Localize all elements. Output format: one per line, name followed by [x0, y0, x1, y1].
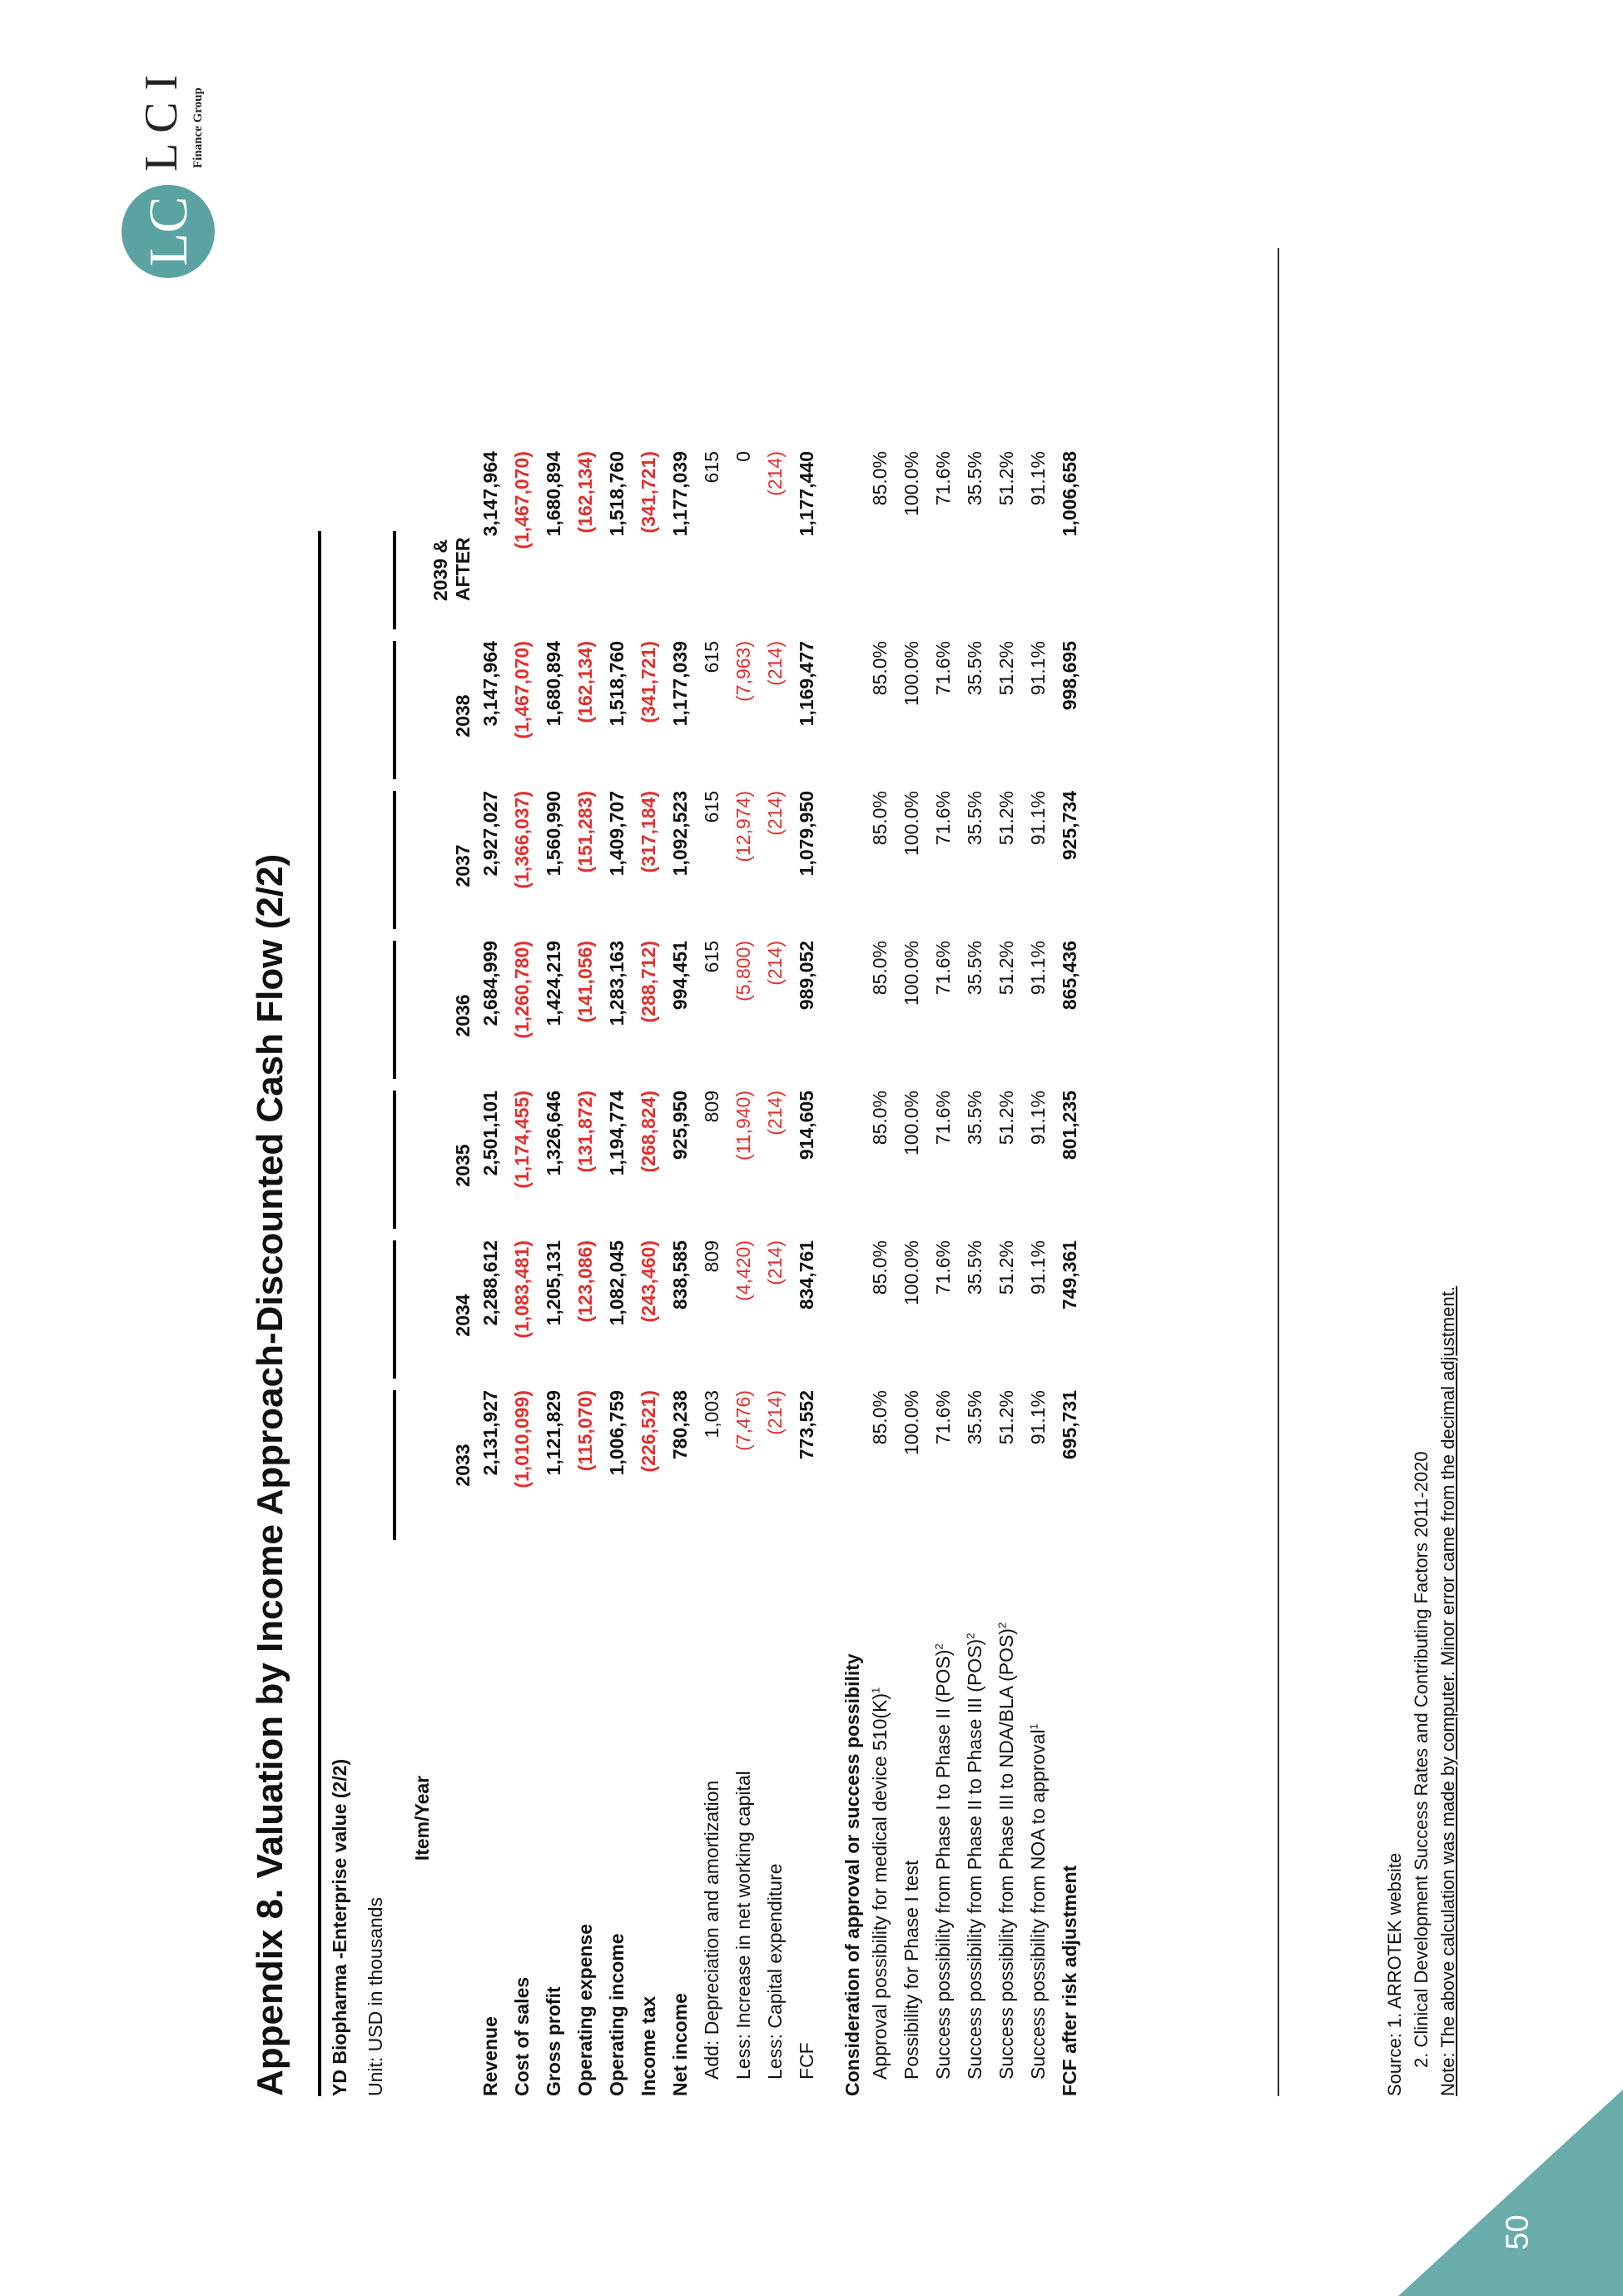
row-value: 1,177,440: [795, 451, 817, 537]
row-value: 615: [700, 451, 722, 484]
row-value: 809: [700, 1240, 722, 1273]
header-year: 2038: [452, 694, 474, 738]
row-value: (162,134): [573, 451, 596, 534]
row-value: 71.6%: [931, 451, 954, 506]
row-value: 925,950: [668, 1091, 691, 1160]
row-label-text: Revenue: [479, 2016, 501, 2096]
row-value: 1,003: [700, 1390, 722, 1439]
header-year: 2035: [452, 1144, 474, 1187]
table-row: [633, 451, 664, 2096]
row-label: [822, 1540, 864, 2096]
row-value: (214): [763, 1091, 786, 1136]
row-value: 71.6%: [931, 791, 954, 846]
row-label-text: Net income: [668, 1993, 691, 2096]
row-label: [633, 1540, 664, 2096]
row-value: 91.1%: [1026, 941, 1049, 996]
footnote-marker: 2: [931, 1643, 945, 1650]
row-value: 695,731: [1058, 1390, 1080, 1460]
row-value: 1,079,950: [795, 791, 817, 877]
header-year: 2034: [452, 1294, 474, 1337]
row-value: 1,680,894: [542, 641, 564, 727]
logo-tagline: Finance Group: [191, 87, 205, 168]
row-label: [538, 1540, 569, 2096]
page-number: 50: [1500, 2214, 1536, 2250]
row-value: 809: [700, 1091, 722, 1123]
row-value: 1,169,477: [795, 641, 817, 727]
header-year: 2037: [452, 844, 474, 887]
row-value: 91.1%: [1026, 791, 1049, 846]
row-value: 91.1%: [1026, 1091, 1049, 1146]
row-label: [569, 1540, 601, 2096]
row-label: [759, 1540, 791, 2096]
row-label: [474, 1540, 506, 2096]
row-value: (341,721): [637, 451, 659, 534]
table-subtitle: YD Biopharma -Enterprise value (2/2): [329, 1758, 350, 2096]
row-value: (7,476): [732, 1390, 754, 1451]
source-note-1: Source: 1. ARROTEK website: [1384, 1852, 1405, 2096]
row-value: 1,006,658: [1058, 451, 1080, 537]
row-value: [822, 791, 864, 941]
row-label-text: Success possibility from Phase III to NDA/BLA (POS): [995, 1628, 1017, 2080]
row-value: [822, 1240, 864, 1390]
row-label-text: FCF: [795, 2042, 817, 2080]
table-row: [569, 451, 601, 2096]
lci-logo: [118, 0, 218, 281]
logo-monogram: LC: [138, 196, 199, 267]
row-value: [822, 1091, 864, 1240]
row-value: 1,205,131: [542, 1240, 564, 1326]
table-row: [727, 451, 759, 2096]
row-value: 1,326,646: [542, 1091, 564, 1176]
source-note-2: 2. Clinical Development Success Rates and Contributing Factors 2011-2020: [1411, 1451, 1432, 2068]
row-value: 85.0%: [868, 941, 891, 996]
unit-label: Unit: USD in thousands: [365, 1896, 386, 2096]
table-row: [759, 451, 791, 2096]
table-row: [1054, 451, 1085, 2096]
row-value: 71.6%: [931, 941, 954, 996]
table-row: [990, 451, 1022, 2096]
row-value: 100.0%: [900, 641, 922, 707]
row-value: (151,283): [573, 791, 596, 873]
row-value: (226,521): [637, 1390, 659, 1473]
row-value: 0: [732, 451, 754, 462]
row-value: (12,974): [732, 791, 754, 862]
header-item-year: Item/Year: [411, 1775, 433, 1861]
row-label: [506, 1540, 538, 2096]
row-value: (1,083,481): [510, 1240, 533, 1339]
row-value: 100.0%: [900, 451, 922, 517]
row-value: 85.0%: [868, 791, 891, 846]
footnote-marker: 2: [963, 1633, 976, 1639]
row-value: (214): [763, 1240, 786, 1285]
row-value: 1,409,707: [605, 791, 628, 877]
row-value: 834,761: [795, 1240, 817, 1310]
row-value: 51.2%: [995, 791, 1017, 846]
row-value: 35.5%: [963, 1390, 985, 1445]
table-row: [506, 451, 538, 2096]
row-label-text: Success possibility from Phase II to Phase III (POS): [963, 1638, 985, 2080]
table-row: [538, 451, 569, 2096]
row-value: 2,288,612: [479, 1240, 501, 1326]
footnote-rule: [1278, 248, 1279, 2096]
row-value: (243,460): [637, 1240, 659, 1323]
table-row: [601, 451, 633, 2096]
row-value: 1,518,760: [605, 451, 628, 537]
row-value: 925,734: [1058, 791, 1080, 861]
row-label: [791, 1540, 822, 2096]
row-value: 35.5%: [963, 1240, 985, 1295]
cash-flow-table: [405, 451, 1085, 2096]
row-value: (288,712): [637, 941, 659, 1023]
table-row: [864, 451, 896, 2096]
row-label-text: Operating expense: [573, 1923, 596, 2096]
table-row: [791, 451, 822, 2096]
row-label: [601, 1540, 633, 2096]
row-value: (131,872): [573, 1091, 596, 1173]
row-label: [664, 1540, 696, 2096]
title-rule: [318, 531, 321, 2096]
row-label-text: Success possibility from NOA to approval: [1026, 1729, 1049, 2080]
row-label-text: Gross profit: [542, 1986, 564, 2096]
row-value: 100.0%: [900, 791, 922, 857]
row-value: (7,963): [732, 641, 754, 702]
row-label: [696, 1540, 727, 2096]
row-value: (1,467,070): [510, 451, 533, 549]
row-value: 615: [700, 941, 722, 973]
row-value: (341,721): [637, 641, 659, 723]
row-value: 2,131,927: [479, 1390, 501, 1476]
table-row: [896, 451, 927, 2096]
row-value: (1,366,037): [510, 791, 533, 889]
row-value: (214): [763, 791, 786, 836]
row-value: 914,605: [795, 1091, 817, 1160]
table-row: [927, 451, 959, 2096]
row-value: 1,121,829: [542, 1390, 564, 1476]
row-value: 749,361: [1058, 1240, 1080, 1310]
row-value: 1,518,760: [605, 641, 628, 727]
row-value: (115,070): [573, 1390, 596, 1472]
row-label-text: Operating income: [605, 1933, 628, 2096]
row-value: 1,283,163: [605, 941, 628, 1026]
row-value: (141,056): [573, 941, 596, 1023]
row-label-text: Income tax: [637, 1995, 659, 2096]
row-value: 1,082,045: [605, 1240, 628, 1326]
row-label-text: Less: Capital expenditure: [763, 1863, 786, 2080]
row-label-text: Cost of sales: [510, 1976, 533, 2096]
row-value: 989,052: [795, 941, 817, 1011]
row-label-text: Approval possibility for medical device 510(K): [868, 1692, 891, 2080]
row-label: [727, 1540, 759, 2096]
footnote-marker: 1: [1026, 1723, 1040, 1730]
row-value: 773,552: [795, 1390, 817, 1460]
row-value: (214): [763, 641, 786, 686]
row-label-text: FCF after risk adjustment: [1058, 1865, 1080, 2096]
row-label-text: Success possibility from Phase I to Phase II (POS): [931, 1649, 954, 2080]
row-value: 1,194,774: [605, 1091, 628, 1176]
table-row: [1022, 451, 1054, 2096]
row-value: 35.5%: [963, 451, 985, 506]
header-year: 2033: [452, 1444, 474, 1487]
row-value: 865,436: [1058, 941, 1080, 1011]
row-value: 51.2%: [995, 941, 1017, 996]
row-value: 35.5%: [963, 641, 985, 696]
row-value: 85.0%: [868, 1091, 891, 1146]
row-value: 615: [700, 641, 722, 673]
row-label-text: Add: Depreciation and amortization: [700, 1780, 722, 2080]
row-value: 1,680,894: [542, 451, 564, 537]
row-value: 1,424,219: [542, 941, 564, 1026]
header-year: 2039 & AFTER: [429, 537, 474, 601]
table-row: [696, 451, 727, 2096]
row-value: 91.1%: [1026, 641, 1049, 696]
row-value: 838,585: [668, 1240, 691, 1310]
logo-name: L C I: [136, 74, 187, 171]
row-label-text: Consideration of approval or success possibility: [841, 1653, 863, 2096]
table-row: [822, 451, 864, 2096]
row-value: [822, 1390, 864, 1540]
row-value: 51.2%: [995, 641, 1017, 696]
row-value: 35.5%: [963, 1091, 985, 1146]
row-value: (1,467,070): [510, 641, 533, 739]
footnote-marker: 1: [868, 1687, 881, 1693]
row-label: [864, 1540, 896, 2096]
row-value: 51.2%: [995, 1240, 1017, 1295]
row-label: [959, 1540, 990, 2096]
row-value: [822, 941, 864, 1091]
footnote-marker: 2: [995, 1622, 1008, 1629]
row-value: 71.6%: [931, 1091, 954, 1146]
row-value: 3,147,964: [479, 451, 501, 537]
row-value: (4,420): [732, 1240, 754, 1301]
table-row: [959, 451, 990, 2096]
row-label: [1022, 1540, 1054, 2096]
row-value: (214): [763, 1390, 786, 1435]
row-value: 85.0%: [868, 451, 891, 506]
row-label: [1054, 1540, 1085, 2096]
row-value: 801,235: [1058, 1091, 1080, 1160]
row-value: 91.1%: [1026, 1240, 1049, 1295]
row-value: 780,238: [668, 1390, 691, 1460]
row-value: 100.0%: [900, 1390, 922, 1456]
row-value: 71.6%: [931, 1240, 954, 1295]
row-value: 85.0%: [868, 1240, 891, 1295]
row-value: (5,800): [732, 941, 754, 1001]
row-label-text: Less: Increase in net working capital: [732, 1771, 754, 2080]
row-value: [822, 451, 864, 641]
row-value: [822, 641, 864, 791]
row-value: 100.0%: [900, 1091, 922, 1156]
page-title: Appendix 8. Valuation by Income Approach-Discounted Cash Flow (2/2): [250, 853, 290, 2096]
row-value: (214): [763, 451, 786, 496]
row-value: (1,174,455): [510, 1091, 533, 1189]
row-label-text: Possibility for Phase I test: [900, 1860, 922, 2080]
row-value: 1,177,039: [668, 641, 691, 727]
row-value: (162,134): [573, 641, 596, 723]
row-value: 2,927,027: [479, 791, 501, 877]
row-value: (11,940): [732, 1091, 754, 1160]
row-value: (1,010,099): [510, 1390, 533, 1488]
row-value: 91.1%: [1026, 451, 1049, 506]
row-label: [896, 1540, 927, 2096]
table-row: [664, 451, 696, 2096]
row-value: (123,086): [573, 1240, 596, 1323]
row-value: 85.0%: [868, 1390, 891, 1445]
row-value: 100.0%: [900, 1240, 922, 1306]
header-year: 2036: [452, 994, 474, 1037]
row-value: (268,824): [637, 1091, 659, 1173]
row-value: (214): [763, 941, 786, 986]
row-label: [990, 1540, 1022, 2096]
row-value: 51.2%: [995, 1091, 1017, 1146]
row-value: (1,260,780): [510, 941, 533, 1039]
row-value: 994,451: [668, 941, 691, 1011]
row-value: 100.0%: [900, 941, 922, 1006]
row-value: 1,177,039: [668, 451, 691, 537]
table-header-row: [405, 451, 474, 2096]
footnotes: [1382, 1286, 1462, 2096]
row-value: 35.5%: [963, 941, 985, 996]
row-value: 615: [700, 791, 722, 823]
row-value: 91.1%: [1026, 1390, 1049, 1445]
row-value: 2,501,101: [479, 1091, 501, 1176]
row-value: 71.6%: [931, 641, 954, 696]
row-value: 1,092,523: [668, 791, 691, 877]
row-value: 2,684,999: [479, 941, 501, 1026]
row-value: 35.5%: [963, 791, 985, 846]
table-row: [474, 451, 506, 2096]
row-value: 85.0%: [868, 641, 891, 696]
row-value: 51.2%: [995, 451, 1017, 506]
row-value: (317,184): [637, 791, 659, 873]
row-value: 3,147,964: [479, 641, 501, 727]
row-value: 998,695: [1058, 641, 1080, 711]
row-value: 1,560,990: [542, 791, 564, 877]
calculation-note: Note: The above calculation was made by computer. Minor error came from the decimal adjustment.: [1437, 1286, 1458, 2096]
row-value: 1,006,759: [605, 1390, 628, 1476]
row-value: 71.6%: [931, 1390, 954, 1445]
row-value: 51.2%: [995, 1390, 1017, 1445]
row-label: [927, 1540, 959, 2096]
